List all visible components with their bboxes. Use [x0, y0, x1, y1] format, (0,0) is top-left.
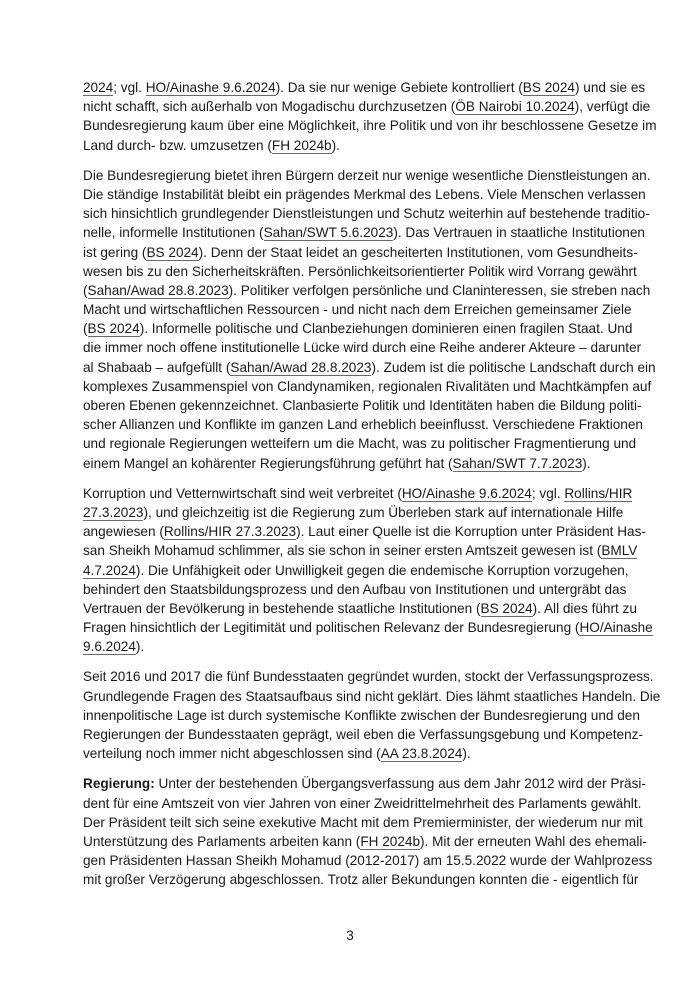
text-line	[83, 706, 640, 725]
text-run: ). Da sie nur wenige Gebiete kontrolliert (	[275, 80, 523, 95]
section-label: Regierung:	[83, 776, 155, 792]
text-run: ).	[135, 639, 145, 655]
source-reference-link[interactable]: HO/Ainashe	[579, 620, 653, 636]
text-line	[83, 870, 639, 889]
source-reference-link[interactable]: BS 2024	[480, 600, 533, 616]
text-line	[83, 522, 646, 541]
text-run: ). All dies führt zu	[532, 600, 637, 616]
text-run: ).	[582, 455, 591, 471]
text-run: (	[83, 282, 88, 298]
source-reference-link[interactable]: BMLV	[601, 543, 638, 559]
text-run: Unter der bestehenden Übergangsverfassung aus dem Jahr 2012 wird der Präsi-	[154, 776, 646, 792]
text-line	[83, 338, 642, 357]
source-reference-link[interactable]: 9.6.2024	[83, 639, 136, 655]
text-run: ), und gleichzeitig ist die Regierung zum Überleben stark auf internationale Hilfe	[143, 504, 624, 520]
text-line	[83, 599, 637, 618]
text-line	[83, 396, 642, 415]
text-run: mit großer Verzögerung abgeschlossen. Trotz aller Bekundungen konnten die - eigentlich für	[83, 872, 639, 888]
text-run: oberen Ebenen gekennzeichnet. Clanbasierte Politik und Identitäten haben die Bildung politi-	[83, 398, 642, 413]
text-run: nicht schafft, sich außerhalb von Mogadischu durchzusetzen (	[83, 99, 456, 115]
text-run: Korruption und Vetternwirtschaft sind weit verbreitet (	[83, 485, 402, 501]
text-run: und regionale Regierungen wetteifern um die Macht, was zu politischer Fragmentierung und	[83, 436, 637, 452]
text-run: innenpolitische Lage ist durch systemische Konflikte zwischen der Bundesregierung und den	[83, 707, 640, 723]
text-run: ) und sie es	[574, 80, 646, 95]
text-run: ; vgl.	[531, 485, 565, 501]
text-run: angewiesen (	[83, 524, 164, 540]
text-line	[83, 813, 643, 832]
text-run: Regierungen der Bundesstaaten geprägt, weil eben die Verfassungsgebung und Kompetenz-	[83, 727, 644, 742]
text-line	[83, 78, 646, 97]
text-line	[83, 358, 656, 377]
text-line	[83, 687, 661, 706]
text-line	[83, 774, 646, 793]
text-run: Grundlegende Fragen des Staatsaufbaus sind nicht geklärt. Dies lähmt staatliches Handeln. Die	[83, 688, 661, 704]
text-line	[83, 281, 651, 300]
text-run: ). Laut einer Quelle ist die Korruption unter Präsident Has-	[296, 524, 646, 540]
text-line	[83, 262, 637, 281]
text-run: ).	[462, 746, 471, 762]
text-run: Die ständige Instabilität bleibt ein prägendes Merkmal des Lebens. Viele Menschen verlassen	[83, 186, 646, 202]
text-line	[83, 454, 620, 473]
source-reference-link[interactable]: BS 2024	[146, 244, 199, 260]
text-line	[83, 637, 620, 656]
source-reference-link[interactable]: 27.3.2023	[83, 504, 144, 520]
text-line	[83, 136, 620, 155]
paragraph	[83, 166, 656, 473]
text-line	[83, 300, 632, 319]
text-run: (	[83, 321, 88, 337]
text-line	[83, 415, 643, 434]
paragraph	[83, 667, 661, 763]
text-run: Der Präsident teilt sich seine exekutive Macht mit dem Premierminister, der wiederum nur mit	[83, 814, 643, 830]
text-run: ). Politiker verfolgen persönliche und Claninteressen, sie streben nach	[228, 282, 651, 298]
text-line	[83, 243, 638, 262]
text-run: ). Zudem ist die politische Landschaft durch ein	[371, 359, 656, 375]
text-line	[83, 116, 657, 135]
text-run: behindert den Staatsbildungsprozess und den Aufbau von Institutionen und untergräbt das	[83, 581, 627, 597]
text-line	[83, 503, 624, 522]
text-line	[83, 744, 620, 763]
source-reference-link[interactable]: Rollins/HIR 27.3.2023	[163, 524, 297, 540]
text-run: verteilung noch immer nicht abgeschlossen sind (	[83, 746, 381, 762]
source-reference-link[interactable]: FH 2024b	[360, 833, 421, 849]
source-reference-link[interactable]: 2024	[83, 80, 114, 95]
source-reference-link[interactable]: Sahan/SWT 7.7.2023	[452, 455, 583, 471]
text-line	[83, 561, 629, 580]
text-line	[83, 204, 650, 223]
text-run: ; vgl.	[113, 80, 146, 95]
text-run: Die Bundesregierung bietet ihren Bürgern derzeit nur wenige wesentliche Dienstleistungen an.	[83, 167, 651, 183]
text-line	[83, 97, 651, 116]
text-run: ). Denn der Staat leidet an gescheiterten Institutionen, vom Gesundheits-	[198, 244, 638, 260]
text-run: die immer noch offene institutionelle Lücke wird durch eine Reihe anderer Akteure – darunter	[83, 340, 642, 356]
text-run: dent für eine Amtszeit von vier Jahren von einer Zweidrittelmehrheit des Parlaments gewählt.	[83, 795, 642, 811]
text-run: sich hinsichtlich grundlegender Dienstleistungen und Schutz weiterhin auf bestehende traditio-	[83, 206, 650, 222]
text-line	[83, 725, 644, 744]
text-line	[83, 851, 653, 870]
text-run: gen Präsidenten Hassan Sheikh Mohamud (2012-2017) am 15.5.2022 wurde der Wahlprozess	[83, 853, 653, 869]
text-line	[83, 185, 646, 204]
paragraph	[83, 774, 653, 889]
text-line	[83, 377, 652, 396]
document-body	[83, 78, 661, 901]
source-reference-link[interactable]: 4.7.2024	[83, 562, 136, 578]
text-run: ), verfügt die	[574, 99, 651, 115]
source-reference-link[interactable]: Rollins/HIR	[564, 485, 633, 501]
text-run: Bundesregierung kaum über eine Möglichkeit, ihre Politik und von ihr beschlossene Gesetze im	[83, 118, 657, 134]
paragraph	[83, 78, 657, 155]
text-run: komplexes Zusammenspiel von Clandynamiken, regionalen Rivalitäten und Machtkämpfen auf	[83, 378, 652, 394]
text-run: wesen bis zu den Sicherheitskräften. Persönlichkeitsorientierter Politik wird Vorrang gewährt	[83, 263, 637, 279]
source-reference-link[interactable]: HO/Ainashe 9.6.2024	[145, 80, 276, 95]
text-line	[83, 484, 633, 503]
source-reference-link[interactable]: ÖB Nairobi 10.2024	[455, 99, 575, 115]
text-run: ist gering (	[83, 244, 147, 260]
paragraph	[83, 484, 653, 657]
text-run: Unterstützung des Parlaments arbeiten kann (	[83, 833, 361, 849]
source-reference-link[interactable]: FH 2024b	[271, 137, 332, 153]
text-run: ). Das Vertrauen in staatliche Institutionen	[393, 225, 645, 241]
text-line	[83, 832, 647, 851]
source-reference-link[interactable]: HO/Ainashe 9.6.2024	[401, 485, 532, 501]
page-number: 3	[346, 928, 354, 943]
text-run: Macht und wirtschaftlichen Ressourcen - und nicht nach dem Erreichen gemeinsamer Ziele	[83, 302, 632, 318]
text-run: Vertrauen der Bevölkerung in bestehende staatliche Institutionen (	[83, 600, 481, 616]
text-line	[83, 667, 654, 686]
text-line	[83, 166, 651, 185]
source-reference-link[interactable]: AA 23.8.2024	[380, 746, 463, 762]
source-reference-link[interactable]: BS 2024	[87, 321, 140, 337]
text-run: Land durch- bzw. umzusetzen (	[83, 137, 272, 153]
text-run: al Shabaab – aufgefüllt (	[83, 359, 231, 375]
text-line	[83, 319, 633, 338]
text-line	[83, 794, 642, 813]
text-line	[83, 618, 653, 637]
text-run: ). Informelle politische und Clanbeziehungen dominieren einen fragilen Staat. Und	[139, 321, 633, 337]
text-run: einem Mangel an kohärenter Regierungsführung geführt hat (	[83, 455, 453, 471]
text-run: san Sheikh Mohamud schlimmer, als sie schon in seiner ersten Amtszeit gewesen ist (	[83, 543, 602, 559]
source-reference-link[interactable]: Sahan/Awad 28.8.2023	[230, 359, 372, 375]
text-run: ).	[331, 137, 340, 153]
text-run: nelle, informelle Institutionen (	[83, 225, 264, 241]
text-run: Seit 2016 und 2017 die fünf Bundesstaaten gegründet wurden, stockt der Verfassungsprozess.	[83, 669, 654, 685]
text-line	[83, 434, 637, 453]
source-reference-link[interactable]: Sahan/SWT 5.6.2023	[263, 225, 394, 241]
text-run: ). Die Unfähigkeit oder Unwilligkeit gegen die endemische Korruption vorzugehen,	[135, 562, 629, 578]
text-line	[83, 580, 627, 599]
text-run: scher Allianzen und Konflikte im ganzen Land erheblich beeinflusst. Verschiedene Fraktionen	[83, 417, 643, 433]
text-line	[83, 223, 645, 242]
text-run: Fragen hinsichtlich der Legitimität und politischen Relevanz der Bundesregierung (	[83, 620, 580, 636]
source-reference-link[interactable]: BS 2024	[522, 80, 575, 95]
text-run: ). Mit der erneuten Wahl des ehemali-	[420, 833, 647, 849]
text-line	[83, 541, 638, 560]
source-reference-link[interactable]: Sahan/Awad 28.8.2023	[87, 282, 229, 298]
